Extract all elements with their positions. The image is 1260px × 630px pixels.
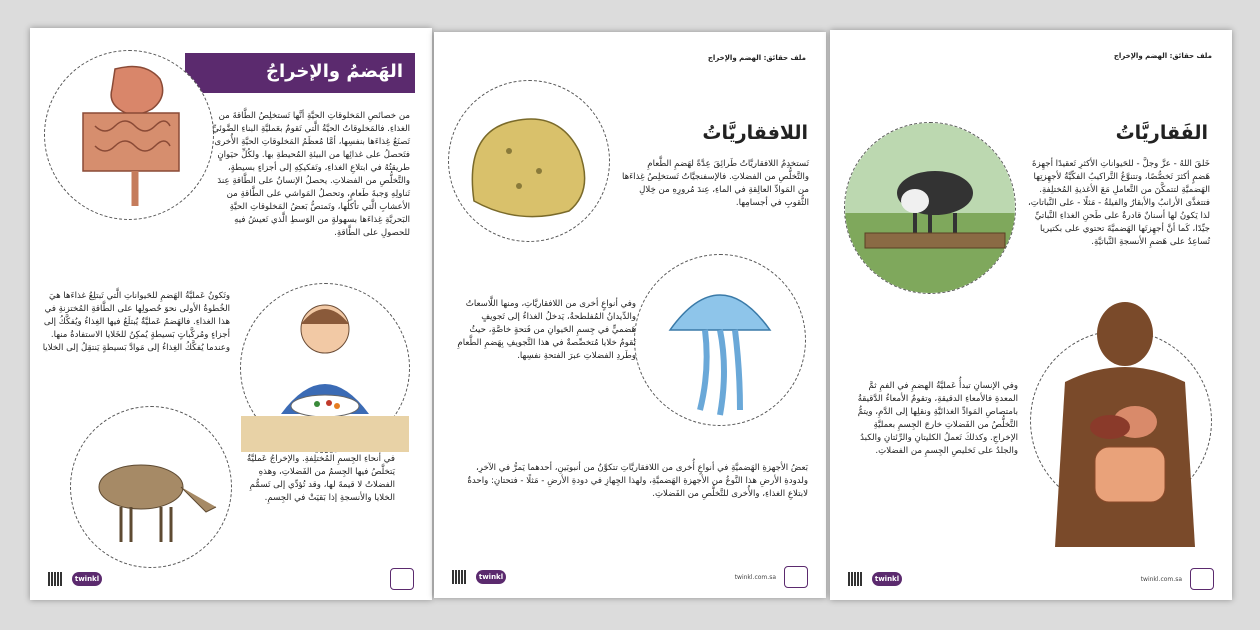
qr-code-icon [452, 570, 466, 584]
page-footer [830, 562, 1232, 600]
title-banner [185, 53, 415, 93]
sponge-circle [448, 80, 610, 242]
page-footer [30, 562, 432, 600]
qr-code-icon [48, 572, 62, 586]
digestion-paragraph: وتَكونُ عَمليَّةُ الهَضمِ للحَيواناتِ الَّتي تَبتلِعُ غذاءَها هيَ الخُطوةُ الأولى نحوَ حُصولِها على الطَّاقةِ المُختزنةِ في هذا الغذاءِ. فالهَضمُ عَمليَّةٌ يُبتلَعُ فيها الغِذاءُ ويُفكَّكُ إلى أجزاءٍ ومُركَّباتٍ بَسيطةٍ يُمكِنُ للخَلايا الاستفادةُ منها. وعندما يُفكَّكُ الغِذاءُ إلى مَوادَّ بَسيطةٍ يَنتقِلُ إلى الخلايا [42, 291, 230, 353]
digestive-system-circle [44, 50, 214, 220]
twinkl-badge-icon [390, 568, 414, 590]
page-vertebrates [830, 30, 1232, 600]
site-url[interactable]: twinkl.com.sa [734, 574, 776, 581]
twinkl-logo: twinkl [872, 572, 902, 586]
vertebrates-paragraph: خَلقَ اللهُ - عزَّ وجلَّ - للحَيواناتِ الأكثرِ تَعقيدًا أجهِزةَ هَضمٍ أكثرَ تَخصُّصًا، وتتنوَّعُ التَّراكيبُ الفكّيَّةُ لأجهِزتِها الهَضميَّةِ لتتمكَّنَ من التَّعاملِ مَعَ الأغذيةِ المُختلِفةِ. فتتغذَّى الأرانبُ والأبقارُ والفيلةُ - مَثلًا - على النَّباتاتِ، لذا يَكونُ لها أسنانٌ قادرةٌ على طَحنِ الغذاءِ النَّباتيِّ جيِّدًا، كَما أنَّ أجهِزتَها الهَضميَّةَ تحتوي على بكتيريا تُساعِدُ على هَضمِ الأنسجةِ النَّباتيَّةِ. [1027, 159, 1210, 247]
earthworm-paragraph: بَعضُ الأجهزةِ الهَضميَّةِ في أنواعٍ أُخرى من اللافقاريَّاتِ تتكوَّنُ من أنبوبَينِ، أحدهما يَمرُّ في الآخرِ، ولدودةِ الأرضِ هذا النَّوعُ من الأجهزةِ الهَضميَّةِ، ولهذا الجِهازِ في دودةِ الأرضِ - مَثلًا - فتحتانِ: واحدةٌ لابتلاعِ الغذاءِ، والأُخرى للتَّخلُّصِ من الفَضلاتِ. [467, 463, 808, 499]
page-title: الهَضمُ والإخراجُ [265, 61, 403, 82]
boy-eating-circle [240, 283, 410, 453]
cow-illustration [845, 123, 1015, 293]
qr-code-icon [848, 572, 862, 586]
intro-paragraph: من خصائصِ المَخلوقاتِ الحيَّةِ أنَّها تَستخلِصُ الطَّاقةَ من الغذاءِ. فالمَخلوقاتُ الحيَّةُ الَّتي تَقومُ بعَمليَّةِ البناءِ الضَّوئيِّ تَصنَعُ غِذاءَها بنفسِها، أمَّا مُعظَمُ المَخلوقاتِ الحيَّةِ الأُخرى فتَحصلُ على غذائِها من البيئةِ المُحيطةِ بها. ولكُلِّ حيَوانٍ طريقتُهُ في ابتلاعِ الغذاءِ، وتَفكيكِهِ إلى أجزاءٍ بسيطةٍ، والتَّخلُّصِ من الفضلاتِ. يحصلُ الإنسانُ على الطَّاقةِ عِندَ تَناولِهِ وَجبةَ طَعامٍ، وتحصلُ المَواشي على الطَّاقةِ من الأعشابِ الَّتي تأكلُها، وتَمتصُّ بَعضُ المَخلوقاتِ الحيَّةِ البَحريَّةِ غِذاءَها بسهولةٍ من الوَسطِ الَّذي تَعيشُ فيهِ للحصولِ على الطَّاقةِ. [212, 111, 410, 238]
page-footer [434, 560, 826, 598]
invertebrates-paragraph: تَستخدِمُ اللافقاريَّاتُ طَرائِقَ عِدَّةً لهَضمِ الطَّعامِ والتَّخلُّصِ من الفضلاتِ. فالإسفنجيَّاتُ تَستخلِصُ غِذاءَها من المَوادِّ العالِقةِ في الماءِ، عِندَ مُرورِهِ من خِلالِ الثُّقوبِ في أجسامِها. [621, 159, 809, 208]
section-title: الفَقاريَّاتُ [1115, 122, 1208, 144]
deer-illustration [71, 407, 231, 567]
twinkl-badge-icon [1190, 568, 1214, 590]
page-header: ملف حقائق: الهضم والإخراج [1113, 52, 1212, 60]
cow-circle [844, 122, 1016, 294]
page-digestion-excretion [30, 28, 432, 600]
deer-circle [70, 406, 232, 568]
boy-eating-illustration [241, 284, 409, 452]
human-digestive-illustration [1040, 302, 1210, 547]
page-invertebrates [434, 32, 826, 598]
excretion-paragraph: في أنحاءِ الجِسمِ المُختلِفةِ. والإخراجُ عَمليَّةٌ يَتخلَّصُ فيها الجِسمُ من الفَضلاتِ، وهذهِ الفضلاتُ لا قيمةَ لها، وقد تُؤدِّي إلى تَسمُّمِ الخلايا والأنسجةِ إذا بَقيَتْ في الجِسمِ. [246, 454, 395, 503]
twinkl-badge-icon [784, 566, 808, 588]
human-digestion-paragraph: وفي الإنسانِ تبدأُ عَمليَّةُ الهضمِ في الفمِ ثمَّ المعدةِ فالأمعاءِ الدقيقةِ، وتقومُ الأمعاءُ الدَّقيقةُ بامتصاصِ المَوادِّ الغذائيَّةِ ونقلِها إلى الدَّمِ، ويتمُّ التَّخلُّصُ من الفَضلاتِ خارجَ الجِسمِ بعمليَّةِ الإخراجِ. وكذلكَ تَعملُ الكليتانِ والرِّئتانِ والكبدُ والجلدُ على تَخليصِ الجِسمِ من الفضلاتِ. [857, 381, 1018, 456]
sponge-illustration [449, 81, 609, 241]
section-title: اللافقاريَّاتُ [702, 122, 808, 144]
twinkl-logo: twinkl [72, 572, 102, 586]
digestive-system-illustration [45, 51, 213, 219]
jellyfish-illustration [635, 255, 805, 425]
page-header: ملف حقائق: الهضم والإخراج [707, 54, 806, 62]
twinkl-logo: twinkl [476, 570, 506, 584]
jellyfish-circle [634, 254, 806, 426]
site-url[interactable]: twinkl.com.sa [1140, 576, 1182, 583]
cnidarians-paragraph: وفي أنواعٍ أخرى من اللافقاريَّاتِ، ومنها اللَّاسعاتُ والدِّيدانُ المُفلطحةُ، يَدخلُ الغذاءُ إلى تَجويفٍ هَضميٍّ في جِسمِ الحَيوانِ من فَتحةٍ خاصَّةٍ، حيثُ تَقومُ خلايا مُتخصِّصةٌ في هذا التَّجويفِ بِهَضمِ الطَّعامِ وطَردِ الفضلاتِ عبرَ الفتحةِ نفسِها. [457, 299, 636, 361]
